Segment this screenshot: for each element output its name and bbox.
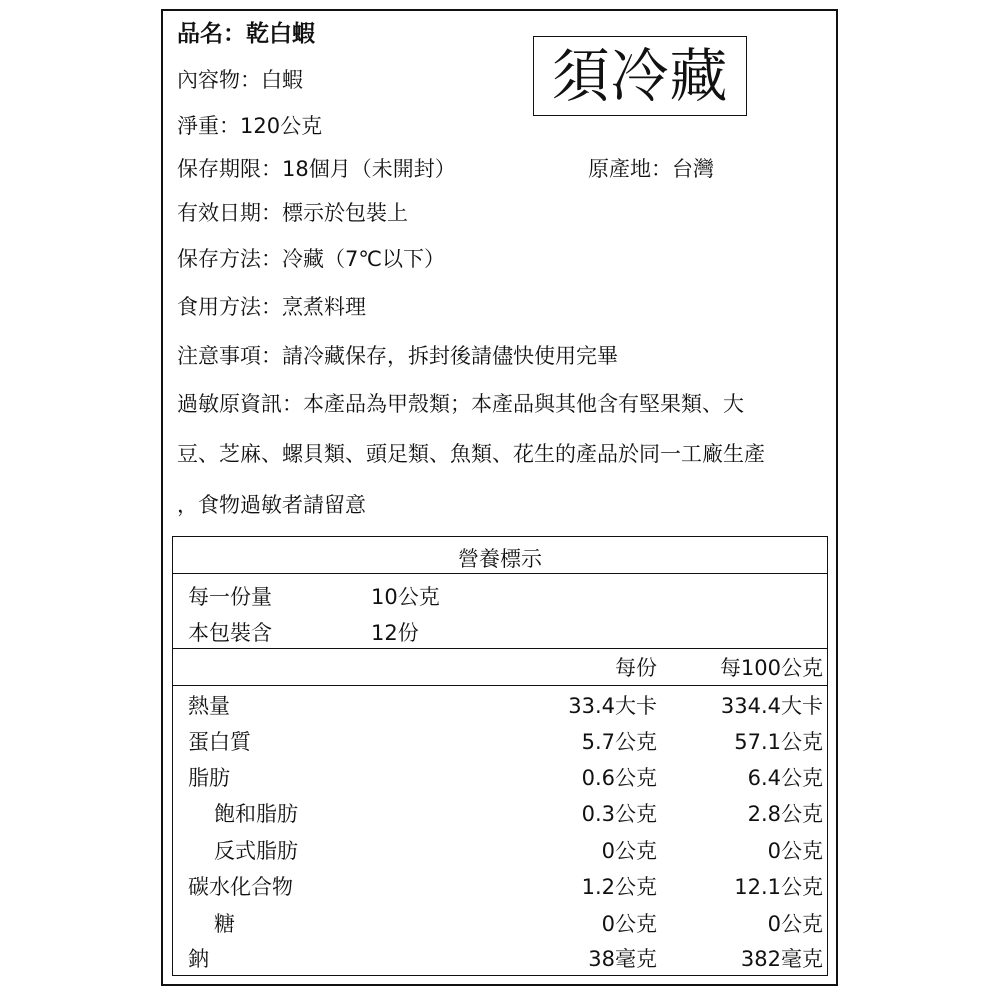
nutrient-per-serving: 0公克 <box>601 912 657 936</box>
nutrient-per-100g: 334.4大卡 <box>720 694 823 718</box>
nutrition-title: 營養標示 <box>458 547 542 571</box>
divider <box>173 573 827 574</box>
allergen-info-line-2: 豆、芝麻、螺貝類、頭足類、魚類、花生的產品於同一工廠生產 <box>177 442 765 466</box>
origin: 原產地：台灣 <box>588 157 714 181</box>
serving-size-value: 10公克 <box>371 585 440 609</box>
product-name: 品名：乾白蝦 <box>177 21 315 47</box>
nutrient-name: 脂肪 <box>188 766 230 790</box>
shelf-life: 保存期限：18個月（未開封） <box>177 157 456 181</box>
allergen-info-line-3: ，食物過敏者請留意 <box>177 493 366 517</box>
expiry-date: 有效日期：標示於包裝上 <box>177 201 408 225</box>
divider <box>173 685 827 686</box>
storage-method: 保存方法：冷藏（7℃以下） <box>177 247 445 271</box>
nutrient-per-serving: 38毫克 <box>588 947 657 971</box>
refrigerate-stamp: 須冷藏 <box>533 36 747 116</box>
nutrient-name: 飽和脂肪 <box>214 802 298 826</box>
nutrient-per-serving: 0公克 <box>601 839 657 863</box>
servings-per-package-label: 本包裝含 <box>188 621 272 645</box>
nutrient-per-serving: 0.3公克 <box>581 802 657 826</box>
nutrient-name: 反式脂肪 <box>214 839 298 863</box>
nutrient-per-100g: 0公克 <box>767 912 823 936</box>
serving-size-label: 每一份量 <box>188 585 272 609</box>
usage-method: 食用方法：烹煮料理 <box>177 295 366 319</box>
nutrient-per-serving: 1.2公克 <box>581 875 657 899</box>
nutrition-facts-table <box>172 536 828 976</box>
nutrient-name: 蛋白質 <box>188 730 251 754</box>
notes: 注意事項：請冷藏保存，拆封後請儘快使用完畢 <box>177 344 618 368</box>
nutrient-name: 鈉 <box>188 947 209 971</box>
divider <box>173 648 827 649</box>
nutrient-name: 熱量 <box>188 694 230 718</box>
nutrient-name: 糖 <box>214 912 235 936</box>
nutrient-per-100g: 12.1公克 <box>734 875 823 899</box>
col-header-per-100g: 每100公克 <box>719 656 823 680</box>
net-weight: 淨重：120公克 <box>177 114 323 138</box>
col-header-per-serving: 每份 <box>615 656 657 680</box>
nutrient-per-serving: 0.6公克 <box>581 766 657 790</box>
nutrient-per-serving: 5.7公克 <box>581 730 657 754</box>
nutrient-per-serving: 33.4大卡 <box>568 694 657 718</box>
contents: 內容物：白蝦 <box>177 68 303 92</box>
nutrient-per-100g: 0公克 <box>767 839 823 863</box>
nutrient-per-100g: 6.4公克 <box>747 766 823 790</box>
nutrient-per-100g: 2.8公克 <box>747 802 823 826</box>
nutrient-name: 碳水化合物 <box>188 875 293 899</box>
nutrient-per-100g: 382毫克 <box>740 947 823 971</box>
nutrient-per-100g: 57.1公克 <box>734 730 823 754</box>
servings-per-package-value: 12份 <box>371 621 419 645</box>
allergen-info-line-1: 過敏原資訊：本產品為甲殼類；本產品與其他含有堅果類、大 <box>177 392 744 416</box>
